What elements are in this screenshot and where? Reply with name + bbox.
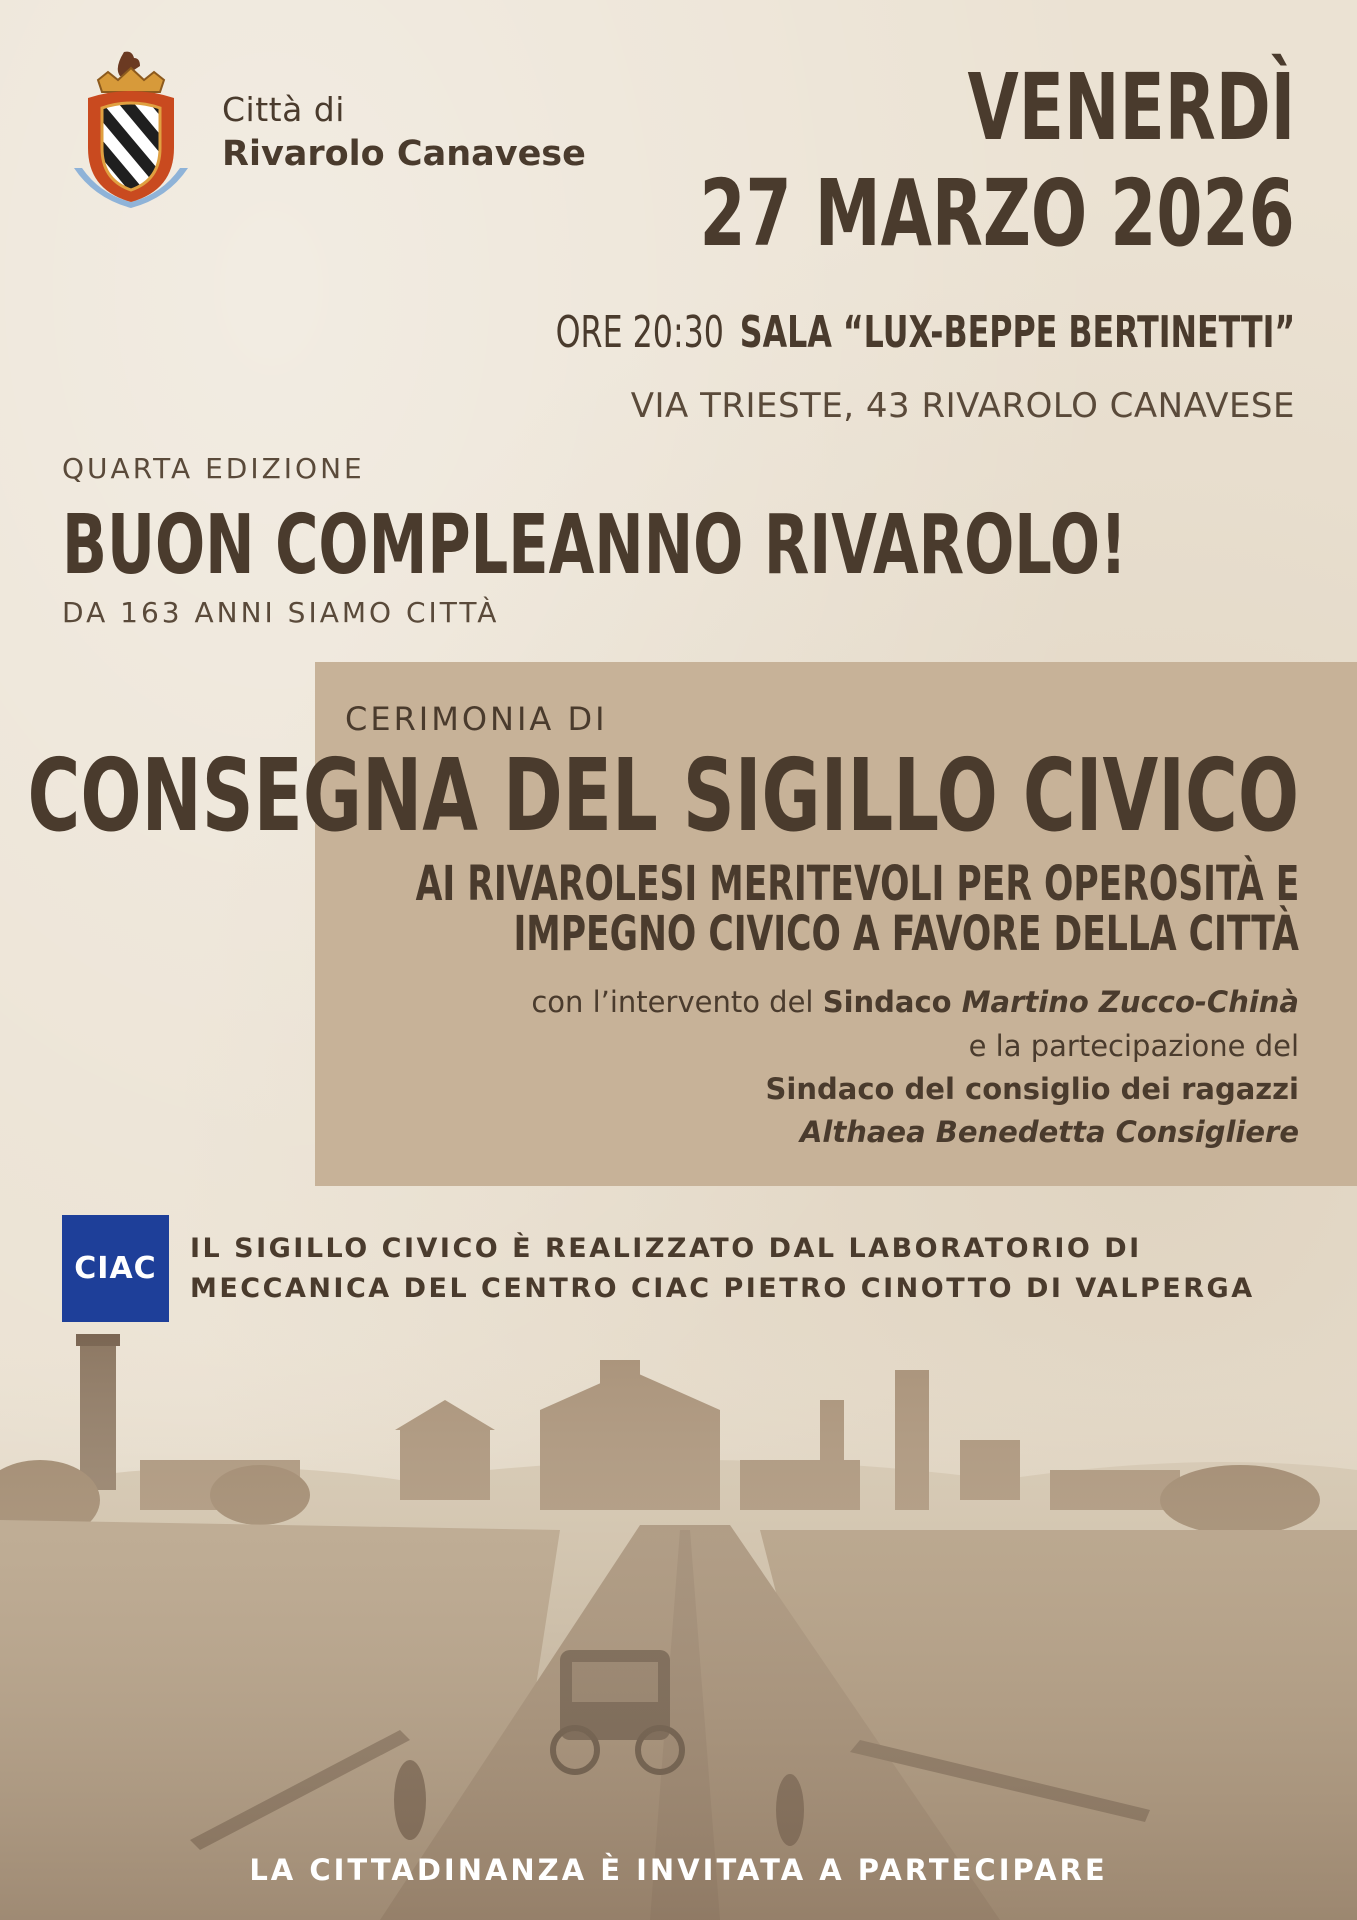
town-landscape-illustration <box>0 1330 1357 1920</box>
ceremony-beneficiaries-line-1: AI RIVAROLESI MERITEVOLI PER OPEROSITÀ E <box>415 856 1299 912</box>
city-prefix: Città di <box>222 90 345 129</box>
credit-mayor-name: Martino Zucco-Chinà <box>961 985 1299 1019</box>
event-address: VIA TRIESTE, 43 RIVAROLO CANAVESE <box>630 386 1295 426</box>
credit-prefix: con l’intervento del <box>531 985 823 1019</box>
celebration-title: BUON COMPLEANNO RIVAROLO! <box>62 498 1127 593</box>
event-date: 27 MARZO 2026 <box>699 160 1295 267</box>
edition-label: QUARTA EDIZIONE <box>62 452 365 485</box>
ceremony-beneficiaries-line-2: IMPEGNO CIVICO A FAVORE DELLA CITTÀ <box>513 906 1299 962</box>
ceremony-intro: CERIMONIA DI <box>345 700 608 738</box>
celebration-subtitle: DA 163 ANNI SIAMO CITTÀ <box>62 596 500 629</box>
event-venue: SALA “LUX-BEPPE BERTINETTI” <box>739 307 1295 358</box>
ceremony-credit-youth-role: Sindaco del consiglio dei ragazzi <box>765 1072 1299 1106</box>
ceremony-credit-youth-name: Althaea Benedetta Consigliere <box>799 1115 1299 1149</box>
ciac-logo-text: CIAC <box>74 1251 157 1286</box>
invitation-text: LA CITTADINANZA È INVITATA A PARTECIPARE <box>249 1853 1108 1887</box>
sponsor-line-1: IL SIGILLO CIVICO È REALIZZATO DAL LABORATORIO DI <box>190 1233 1142 1264</box>
sponsor-line-2: MECCANICA DEL CENTRO CIAC PIETRO CINOTTO DI VALPERGA <box>190 1273 1255 1304</box>
ceremony-credit-participation: e la partecipazione del <box>968 1029 1299 1063</box>
credit-role: Sindaco <box>822 985 962 1019</box>
ceremony-title: CONSEGNA DEL SIGILLO CIVICO <box>27 737 1299 854</box>
event-day: VENERDÌ <box>967 54 1295 161</box>
ceremony-credit-mayor <box>531 985 1299 1019</box>
event-time: ORE 20:30 <box>555 307 724 358</box>
ciac-logo <box>62 1215 169 1322</box>
coat-of-arms-icon <box>68 50 194 215</box>
event-time-venue <box>555 307 1295 358</box>
city-name: Rivarolo Canavese <box>222 134 586 174</box>
